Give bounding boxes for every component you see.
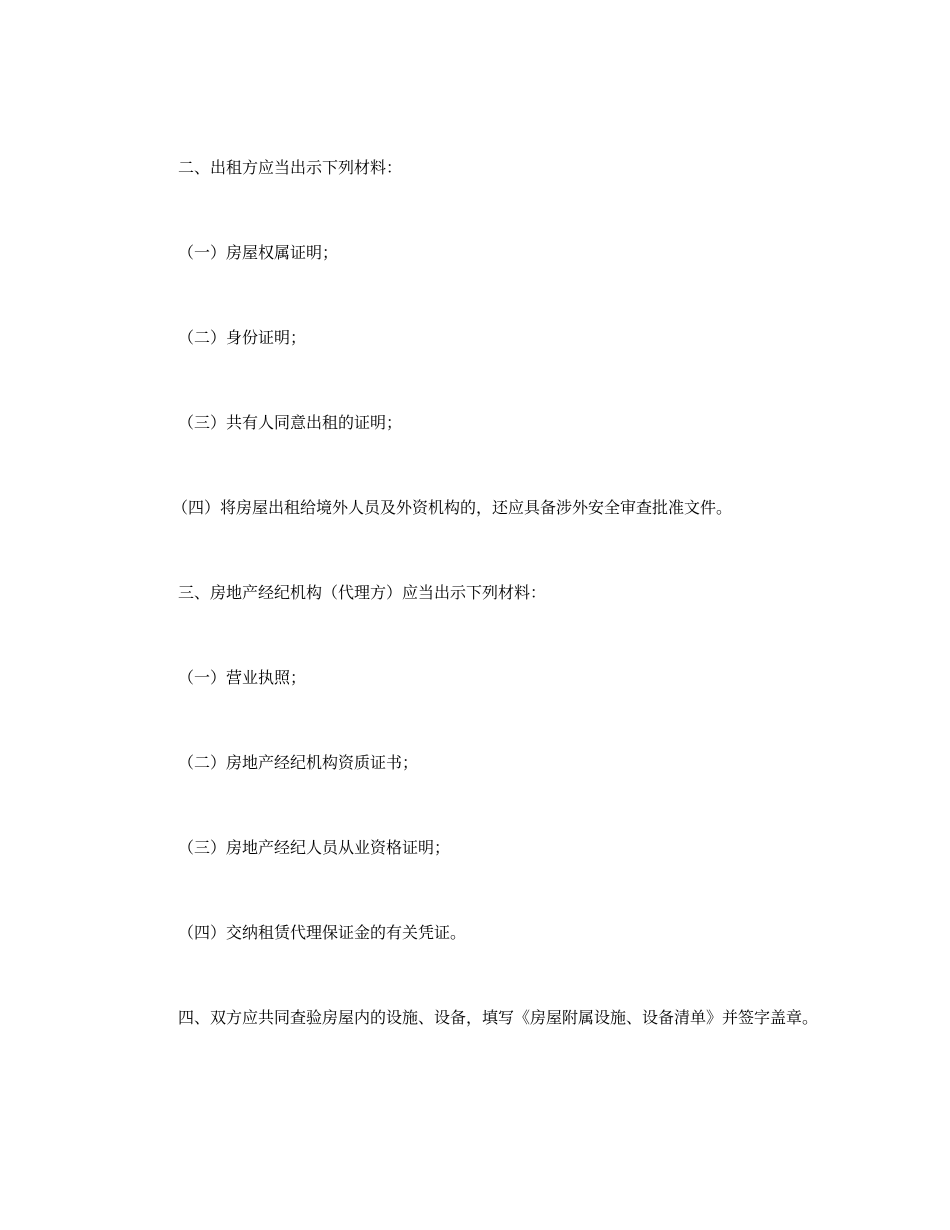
section-3-item-3: （三）房地产经纪人员从业资格证明；	[178, 838, 451, 857]
section-3-item-1: （一）营业执照；	[178, 668, 307, 687]
section-2-heading: 二、出租方应当出示下列材料：	[178, 158, 403, 177]
section-2-item-3: （三）共有人同意出租的证明；	[178, 413, 403, 432]
section-3-item-4: （四）交纳租赁代理保证金的有关凭证。	[178, 923, 467, 942]
section-2-item-2: （二）身份证明；	[178, 328, 307, 347]
section-3-heading: 三、房地产经纪机构（代理方）应当出示下列材料：	[178, 583, 547, 602]
section-3-item-2: （二）房地产经纪机构资质证书；	[178, 753, 419, 772]
section-2-item-1: （一）房屋权属证明；	[178, 243, 339, 262]
section-4-paragraph: 四、双方应共同查验房屋内的设施、设备，填写《房屋附属设施、设备清单》并签字盖章。	[178, 1008, 819, 1027]
section-2-item-4: （四）将房屋出租给境外人员及外资机构的，还应具备涉外安全审查批准文件。	[172, 498, 733, 517]
